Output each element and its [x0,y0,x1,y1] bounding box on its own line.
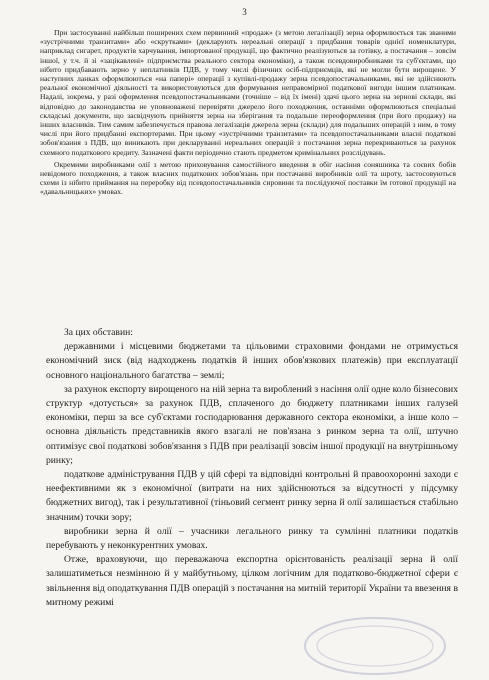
bullet-paragraph: податкове адміністрування ПДВ у цій сфері та відповідні контрольні й правоохоронні заходи є неефективними як з економічної (витрати на них здійснюються за відсутності у підсумку бюджетних вигод), так і результативної (тіньовий сегмент ринку зерна й олії залишається стабільно значним) точки зору; [46,469,458,523]
paragraph: Отже, враховуючи, що переважаюча експортна орієнтованість реалізації зерна й олії залишатиметься незмінною й у майбутньому, цілком логічним для податково-бюджетної сфери є звільнення від оподаткування ПДВ операцій з постачання на митній території України та ввезення в митному режимі [46,554,458,608]
page-number: 3 [242,7,247,17]
small-print-section [40,28,456,197]
paragraph-heading: За цих обставин: [64,327,133,338]
bullet-paragraph: державними і місцевими бюджетами та цільовими страховими фондами не отримується економічний зиск (від надходжень податків й інших обов'язкових платежів) при експлуатації основного національного багатства – землі; [46,341,458,381]
main-text-section [46,326,458,610]
paragraph: При застосуванні найбільш поширених схем первинний «продаж» (з метою легалізації) зерна оформлюється так званими «зустрічними транзитами» або «скрутками» (декларують нереальні операції з придбання товарів однієї номенклатури, наприклад сигарет, продуктів харчування, імпортованої продукції, що фактично реалізуються за готівку, а постачання – зовсім іншої, у т.ч. й зі «зацікавлені» підприємства реального сектора економіки), а також псевдовиробниками та суб'єктами, що нібито придбавають зерно у неплатників ПДВ, у тому числі фізичних осіб-підприємців, які не могли бути вирощене. У наступних ланках оформлюються «на папері» операції з купівлі-продажу зерна псевдопостачальниками, які не здійснюють реальної економічної діяльності та використовуються для формування неправомірної податкової вигоди іншим платникам. Надалі, зокрема, у разі оформлення псевдопостачальниками (точніше – від їх імені) здачі цього зерна на зернові склади, які відповідно до законодавства не уповноважені перевіряти джерело його походження, останніми оформлюються спеціальні складські документи, що засвідчують прийняття зерна на зберігання та подальше переоформлення (при його продажу) на інших власників. Тим самим забезпечується правова легалізація джерела зерна (склади) для подальших операцій з ним, в тому числі при його придбанні експортерами. При цьому «зустрічними транзитами» та псевдопостачальниками власні податкові зобов'язання з ПДВ, що виникають при декларуванні нереальних операцій з постачання зерна перекриваються за рахунок схемного податкового кредиту. Зазначені факти періодично стають предметом кримінальних розслідувань. [40,28,456,157]
bullet-paragraph: за рахунок експорту вирощеного на ній зерна та вироблений з насіння олії одне коло бізнесових структур «дотується» за рахунок ПДВ, сплаченого до бюджету платниками інших галузей економіки, перш за все суб'єктами господарювання державного сектора економіки, а інше коло – основна діяльність представників якого взагалі не пов'язана з ринком зерна та олії, штучно оптимізує свої податкові зобов'язання з ПДВ при реалізації зовсім іншої продукції на внутрішньому ринку; [46,383,458,466]
stamp-watermark [300,612,450,676]
paragraph: Окремими виробниками олії з метою приховування самостійного введення в обіг насіння соняшника та соєвих бобів невідомого походження, а також власних податкових зобов'язань при постачанні виробників олії та шроту, застосовуються схеми із нібито приймання на переробку від псевдопостачальників сировини та послідуючої поставки їм готової продукції на «давальницьких» умовах. [40,159,456,197]
bullet-paragraph: виробники зерна й олії – учасники легального ринку та сумлінні платники податків перебувають у неконкурентних умовах. [46,525,458,552]
